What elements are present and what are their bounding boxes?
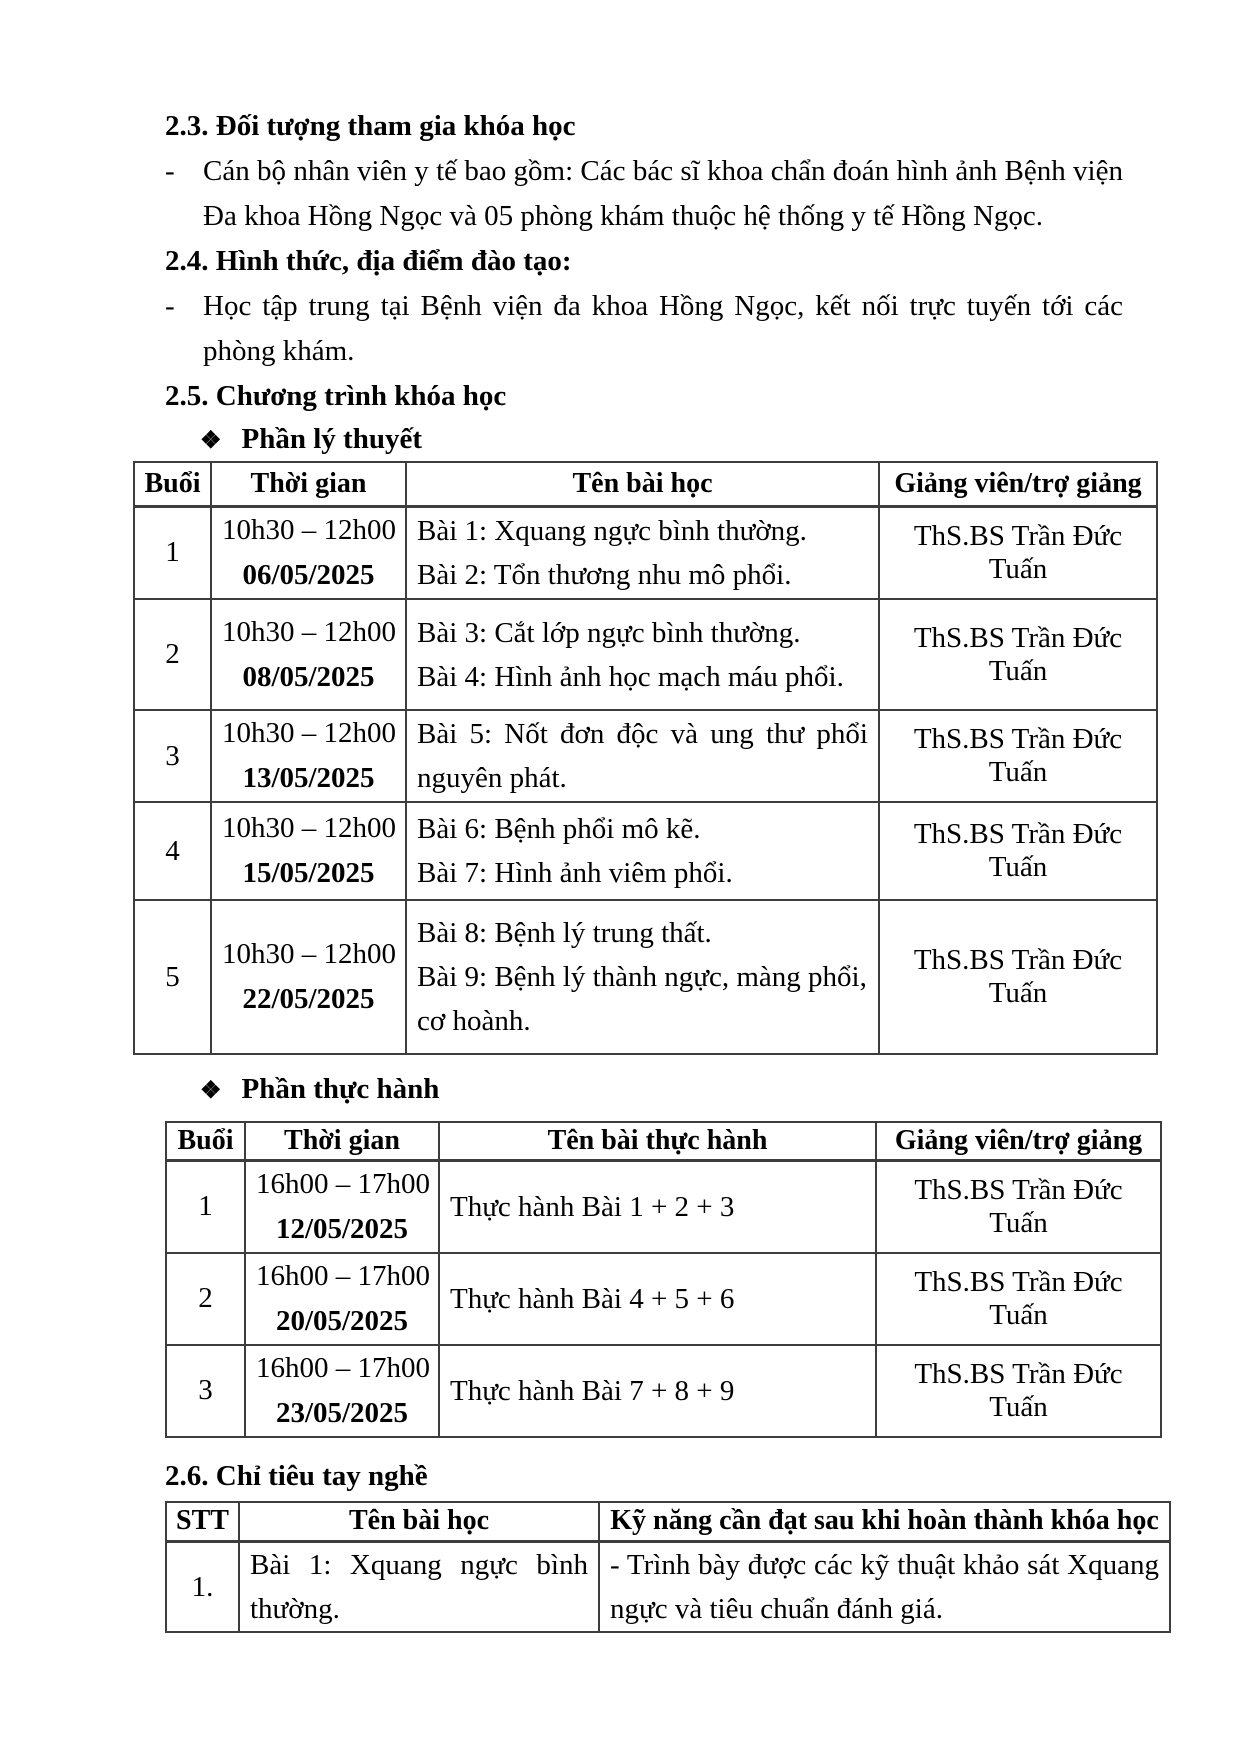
lesson-line: Thực hành Bài 7 + 8 + 9 — [450, 1374, 735, 1407]
diamond-bullet-icon: ❖ — [200, 428, 222, 454]
time-range: 10h30 – 12h00 — [222, 717, 396, 749]
time-cell — [211, 710, 406, 802]
teacher-cell: ThS.BS Trần Đức Tuấn — [879, 599, 1157, 710]
table-row — [134, 599, 1157, 710]
col-header-stt: STT — [166, 1502, 239, 1542]
session-date: 06/05/2025 — [242, 558, 375, 591]
col-header-session: Buổi — [134, 462, 211, 506]
time-range: 16h00 – 17h00 — [256, 1351, 430, 1384]
session-cell: 5 — [134, 900, 211, 1054]
time-cell — [245, 1160, 439, 1253]
practice-label: Phần thực hành — [241, 1073, 440, 1105]
col-header-teacher: Giảng viên/trợ giảng — [879, 462, 1157, 506]
lesson-line: Bài 5: Nốt đơn độc và ung thư phổi nguyên phát. — [417, 718, 868, 794]
session-date: 08/05/2025 — [242, 660, 375, 693]
session-date: 12/05/2025 — [275, 1212, 409, 1245]
lesson-line: Bài 4: Hình ảnh học mạch máu phổi. — [417, 660, 844, 693]
time-cell — [211, 506, 406, 599]
section-heading-2-4: 2.4. Hình thức, địa điểm đào tạo: — [165, 245, 572, 277]
table-header-row — [134, 462, 1157, 506]
list-dash: - — [165, 155, 175, 187]
lessons-cell — [406, 900, 879, 1054]
skills-table — [165, 1501, 1171, 1634]
time-range: 10h30 – 12h00 — [222, 513, 396, 546]
col-header-teacher: Giảng viên/trợ giảng — [876, 1122, 1161, 1160]
lesson-line: Thực hành Bài 4 + 5 + 6 — [450, 1282, 735, 1315]
theory-label: Phần lý thuyết — [241, 423, 422, 455]
time-range: 10h30 – 12h00 — [222, 812, 396, 844]
teacher-cell: ThS.BS Trần Đức Tuấn — [876, 1345, 1161, 1437]
skill-line: - Trình bày được các kỹ thuật khảo sát Xquang ngực và tiêu chuẩn đánh giá. — [610, 1549, 1159, 1625]
teacher-cell: ThS.BS Trần Đức Tuấn — [879, 900, 1157, 1054]
teacher-cell: ThS.BS Trần Đức Tuấn — [879, 506, 1157, 599]
session-date: 13/05/2025 — [242, 762, 375, 794]
list-item-location — [165, 284, 1241, 374]
lesson-line: Bài 3: Cắt lớp ngực bình thường. — [417, 616, 801, 649]
theory-section-label — [200, 419, 1241, 461]
session-cell: 2 — [134, 599, 211, 710]
list-dash: - — [165, 290, 175, 322]
time-cell — [245, 1345, 439, 1437]
lesson-line: Bài 1: Xquang ngực bình thường. — [417, 514, 807, 547]
practice-lesson-cell — [439, 1160, 876, 1253]
section-heading-2-5: 2.5. Chương trình khóa học — [165, 380, 507, 412]
table-row — [134, 710, 1157, 802]
time-range: 16h00 – 17h00 — [256, 1167, 430, 1200]
col-header-time: Thời gian — [245, 1122, 439, 1160]
lessons-cell — [406, 599, 879, 710]
lessons-cell — [406, 710, 879, 802]
practice-lesson-cell — [439, 1345, 876, 1437]
skill-cell — [599, 1542, 1170, 1633]
col-header-time: Thời gian — [211, 462, 406, 506]
session-cell: 1 — [166, 1160, 245, 1253]
lesson-line: Bài 7: Hình ảnh viêm phổi. — [417, 857, 733, 889]
teacher-cell: ThS.BS Trần Đức Tuấn — [879, 710, 1157, 802]
lesson-line: Bài 6: Bệnh phổi mô kẽ. — [417, 813, 701, 845]
list-item-text: Cán bộ nhân viên y tế bao gồm: Các bác sĩ khoa chẩn đoán hình ảnh Bệnh viện Đa khoa Hồng Ngọc và 05 phòng khám thuộc hệ thống y tế Hồng Ngọc. — [203, 155, 1123, 232]
session-cell: 2 — [166, 1253, 245, 1345]
table-row — [134, 900, 1157, 1054]
lesson-line: Bài 9: Bệnh lý thành ngực, màng phổi, cơ hoành. — [417, 961, 867, 1037]
teacher-cell: ThS.BS Trần Đức Tuấn — [876, 1253, 1161, 1345]
col-header-practice-lesson: Tên bài thực hành — [439, 1122, 876, 1160]
lesson-cell — [239, 1542, 599, 1633]
session-date: 15/05/2025 — [242, 857, 375, 889]
session-date: 20/05/2025 — [275, 1304, 409, 1337]
lesson-line: Bài 8: Bệnh lý trung thất. — [417, 917, 712, 949]
time-range: 10h30 – 12h00 — [222, 938, 396, 970]
table-row — [166, 1160, 1161, 1253]
table-row — [166, 1542, 1170, 1633]
diamond-bullet-icon: ❖ — [200, 1078, 222, 1104]
time-cell — [245, 1253, 439, 1345]
session-cell: 1 — [134, 506, 211, 599]
table-row — [134, 802, 1157, 900]
time-range: 10h30 – 12h00 — [222, 615, 396, 648]
session-cell: 3 — [166, 1345, 245, 1437]
lesson-line: Bài 1: Xquang ngực bình thường. — [250, 1549, 588, 1625]
list-item-participants — [165, 149, 1241, 239]
time-cell — [211, 900, 406, 1054]
session-cell: 3 — [134, 710, 211, 802]
table-header-row — [166, 1502, 1170, 1542]
time-cell — [211, 802, 406, 900]
table-row — [166, 1345, 1161, 1437]
section-heading-2-6: 2.6. Chỉ tiêu tay nghề — [165, 1459, 428, 1492]
lessons-cell — [406, 802, 879, 900]
col-header-session: Buổi — [166, 1122, 245, 1160]
teacher-cell: ThS.BS Trần Đức Tuấn — [879, 802, 1157, 900]
table-row — [166, 1253, 1161, 1345]
teacher-cell: ThS.BS Trần Đức Tuấn — [876, 1160, 1161, 1253]
lesson-line: Bài 2: Tổn thương nhu mô phổi. — [417, 558, 792, 591]
practice-schedule-table — [165, 1121, 1162, 1438]
col-header-lesson: Tên bài học — [406, 462, 879, 506]
table-row — [134, 506, 1157, 599]
list-item-text: Học tập trung tại Bệnh viện đa khoa Hồng Ngọc, kết nối trực tuyến tới các phòng khám. — [203, 290, 1123, 367]
practice-lesson-cell — [439, 1253, 876, 1345]
col-header-skill: Kỹ năng cần đạt sau khi hoàn thành khóa học — [599, 1502, 1170, 1542]
theory-schedule-table — [133, 461, 1158, 1055]
section-heading-2-3: 2.3. Đối tượng tham gia khóa học — [165, 110, 576, 142]
session-date: 23/05/2025 — [275, 1396, 409, 1429]
table-header-row — [166, 1122, 1161, 1160]
session-date: 22/05/2025 — [242, 983, 375, 1015]
time-cell — [211, 599, 406, 710]
lesson-line: Thực hành Bài 1 + 2 + 3 — [450, 1190, 735, 1223]
col-header-lesson: Tên bài học — [239, 1502, 599, 1542]
practice-section-label — [200, 1069, 1241, 1111]
session-cell: 4 — [134, 802, 211, 900]
time-range: 16h00 – 17h00 — [256, 1259, 430, 1292]
stt-cell: 1. — [166, 1542, 239, 1633]
lessons-cell — [406, 506, 879, 599]
